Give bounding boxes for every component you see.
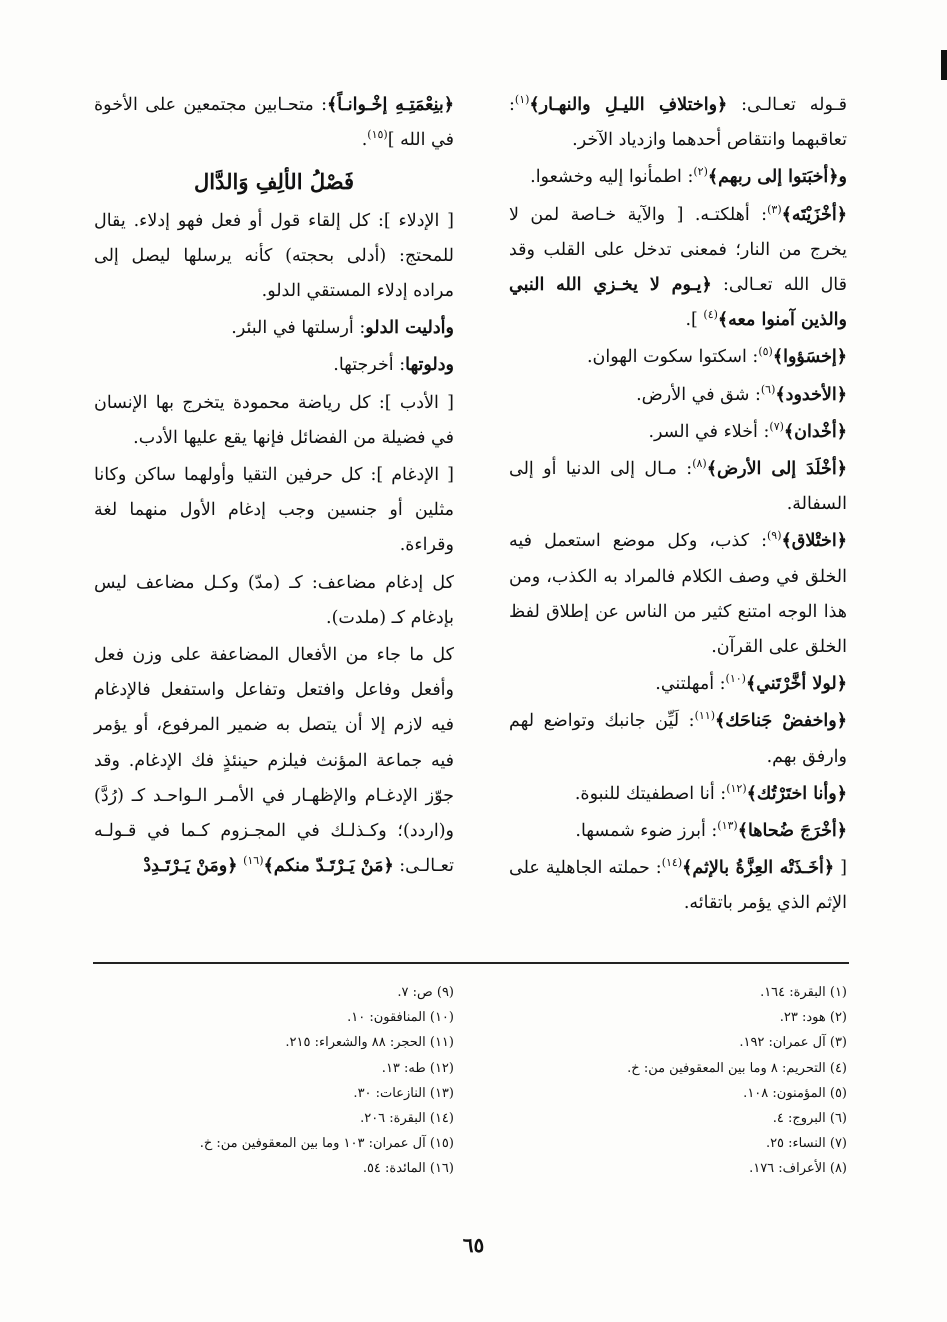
paragraph xyxy=(509,814,847,849)
right-text-column xyxy=(509,88,847,924)
footnote-ref: (١٥) xyxy=(367,128,388,142)
paragraph xyxy=(509,340,847,375)
footnote-item: (٥) المؤمنون: ١٠٨. xyxy=(743,1085,847,1101)
footnote-item: (١٠) المنافقون: ١٠. xyxy=(347,1010,454,1026)
bold-term: ﴿أخْلَدَ إلى الأرض﴾ xyxy=(706,459,847,480)
bold-term: ﴿أخْدان﴾ xyxy=(783,421,847,442)
footnote-item: (٩) ص: ٧. xyxy=(397,985,454,1000)
paragraph-text: : أخلاء في السر. xyxy=(648,421,770,442)
paragraph-text: [ الأدب ]: كل رياضة محمودة يتخرج بها الإنسان في فضيلة من الفضائل فإنها يقع عليها الأدب. xyxy=(94,392,454,448)
paragraph xyxy=(509,851,847,921)
footnote-item: (١١) الحجر: ٨٨ والشعراء: ٢١٥. xyxy=(285,1035,454,1051)
bold-term: ﴿أخْرَجَ ضُحاها﴾ xyxy=(737,821,847,842)
footnote-item: (١٣) النازعات: ٣٠. xyxy=(353,1085,454,1101)
bold-term: ﴿الأخدود﴾ xyxy=(775,384,847,405)
footnote-item: (٨) الأعراف: ١٧٦. xyxy=(749,1161,847,1177)
footnote-item: (١٥) آل عمران: ١٠٣ وما بين المعقوفين من: خ. xyxy=(199,1136,454,1152)
paragraph-text: كل ما جاء من الأفعال المضاعفة على وزن فعل وأفعل وفاعل وافتعل وتفاعل واستفعل فالإدغام فيه لازم إلا أن يتصل به ضمير المرفوع، أو يؤمر فيه جماعة المؤنث فيلزم حينئذٍ فك الإدغام. وقد جوّز الإدغـام والإظهـار في الأمـر الـواحـد كـ (رُدَّ) و(اردد)؛ وكـذلـك في المجـزوم كـما في قـولـه تعـالـى: xyxy=(94,645,454,877)
paragraph-text: : أهلكتـه. [ والآية خـاصة لمن لا يخرج من النار؛ فمعنى تدخل على القلب وقد قال الله تعـالى: xyxy=(509,204,847,296)
bold-term: ﴿يـوم لا يخـزي الله النبي والذين آمنوا معه﴾ xyxy=(509,275,847,331)
paragraph-text: ]. xyxy=(685,310,704,331)
paragraph xyxy=(94,204,454,310)
bold-term: وأدليت الدلو xyxy=(365,318,454,339)
bold-term: ﴿ومَنْ يَـرْتَـدِدْ xyxy=(143,856,238,877)
bold-term: ﴿لولا أخَّرْتَني﴾ xyxy=(745,674,847,695)
paragraph-text: [ xyxy=(834,858,848,879)
paragraph-text: : اطمأنوا إليه وخشعوا. xyxy=(530,167,694,188)
footnote-ref: (١٢) xyxy=(726,782,747,796)
bold-term: ﴿إخسَؤوا﴾ xyxy=(772,347,847,368)
paragraph xyxy=(509,704,847,774)
bold-term: ﴿وأنا اختَرْتُك﴾ xyxy=(746,783,847,804)
paragraph-text: : أرسلتها في البئر. xyxy=(231,318,366,339)
paragraph xyxy=(509,415,847,450)
page-edge-mark xyxy=(941,50,947,80)
bold-term: ﴿أخْزَيْتَه﴾ xyxy=(781,204,847,225)
footnote-item: (٧) النساء: ٢٥. xyxy=(765,1136,847,1152)
footnote-ref: (٨) xyxy=(692,457,707,471)
paragraph-text: [ الإدغام ]: كل حرفين التقيا وأولهما ساكن وكانا مثلين أو جنسين وجب إدغام الأول منهما لغة وقراءة. xyxy=(94,465,454,556)
section-title: فَصْلُ الألِفِ وَالدَّال xyxy=(193,169,355,195)
footnote-item: (٣) آل عمران: ١٩٢. xyxy=(739,1035,847,1051)
footnote-separator xyxy=(93,962,849,964)
paragraph-text: : شق في الأرض. xyxy=(636,384,761,405)
paragraph-text: : حملته الجاهلية على الإثم الذي يؤمر باتقائه. xyxy=(509,858,847,914)
paragraph-text: : أخرجتها. xyxy=(333,355,406,376)
bold-term: و﴿أخبَتوا إلى ربهم﴾ xyxy=(707,167,847,188)
paragraph-text: : أنا اصطفيتك للنبوة. xyxy=(574,783,727,804)
paragraph-text: : أمهلتني. xyxy=(655,674,726,695)
bold-term: ﴿مَنْ يَـرْتَـدّ منكم﴾ xyxy=(263,856,394,877)
paragraph-text: : متحـابين مجتمعين على الأخوة في الله ] xyxy=(94,95,454,151)
paragraph-text: . xyxy=(361,130,368,151)
footnote-ref: (٤) xyxy=(703,308,718,322)
paragraph-text: : مـال إلى الدنيا أو إلى السفالة. xyxy=(509,459,847,515)
paragraph xyxy=(94,386,454,456)
paragraph xyxy=(94,638,454,884)
page-number: ٦٥ xyxy=(462,1233,485,1257)
paragraph-text: كل إدغام مضاعف: كـ (مدّ) وكـل مضاعف ليس بإدغام كـ (ملدت). xyxy=(94,572,454,628)
paragraph xyxy=(94,311,454,346)
paragraph xyxy=(509,667,847,702)
paragraph xyxy=(509,160,847,195)
footnote-ref: (٥) xyxy=(758,345,773,359)
footnote-item: (١٢) طه: ١٣. xyxy=(381,1060,454,1076)
footnote-item: (١٦) المائدة: ٥٤. xyxy=(362,1161,454,1177)
bold-term: ﴿أخَـذَتْه العِزَّةُ بالإثم﴾ xyxy=(682,858,835,879)
left-text-column xyxy=(94,88,454,886)
paragraph xyxy=(94,88,454,158)
paragraph-text: قـوله تعـالـى: xyxy=(727,95,847,115)
paragraph xyxy=(509,777,847,812)
footnotes-left xyxy=(84,980,454,1182)
paragraph xyxy=(509,524,847,665)
bold-term: ودلوتها xyxy=(405,355,454,376)
footnote-ref: (١١) xyxy=(694,709,715,723)
footnote-ref: (١٤) xyxy=(661,856,683,870)
footnote-ref: (١) xyxy=(514,93,530,107)
paragraph-text: : كذب، وكل موضع استعمل فيه الخلق في وصف الكلام فالمراد به الكذب، ومن هذا الوجه امتنع كثير من الناس عن إطلاق لفظ الخلق على القرآن. xyxy=(509,531,847,658)
footnotes-right xyxy=(517,980,847,1182)
paragraph xyxy=(94,458,454,564)
paragraph xyxy=(94,566,454,636)
footnote-item: (٦) البروج: ٤. xyxy=(772,1111,847,1127)
paragraph-text: : اسكتوا سكوت الهوان. xyxy=(586,347,759,368)
paragraph xyxy=(509,88,847,158)
footnote-item: (٢) هود: ٢٣. xyxy=(779,1010,847,1026)
paragraph-text: [ الإدلاء ]: كل إلقاء قول أو فعل فهو إدلاء. يقال للمحتج: (أدلى بحجته) كأنه يرسلها ليصل إلى مراده إدلاء المستقي الدلو. xyxy=(94,210,454,302)
paragraph xyxy=(509,452,847,522)
bold-term: ﴿اختْلاق﴾ xyxy=(781,531,847,552)
footnote-ref: (١٣) xyxy=(717,819,738,833)
bold-term: ﴿بنِعْمَتِـهِ إخْـوانـاً﴾ xyxy=(327,95,454,115)
footnote-ref: (٧) xyxy=(769,420,784,433)
footnote-ref: (٣) xyxy=(767,202,782,216)
footnote-ref: (٢) xyxy=(693,165,708,179)
footnote-ref: (١٠) xyxy=(725,672,746,686)
footnote-ref: (٦) xyxy=(760,382,776,396)
paragraph xyxy=(94,348,454,383)
footnote-item: (٤) التحريم: ٨ وما بين المعقوفين من: خ. xyxy=(627,1060,847,1076)
bold-term: ﴿واختلافِ الليـلِ والنهـار﴾ xyxy=(529,95,728,115)
paragraph xyxy=(509,378,847,413)
footnote-item: (١) البقرة: ١٦٤. xyxy=(760,985,847,1000)
footnote-item: (١٤) البقرة: ٢٠٦. xyxy=(360,1111,454,1127)
paragraph-text: : أبرز ضوء شمسها. xyxy=(575,821,718,842)
bold-term: ﴿واخفضْ جَناحَك﴾ xyxy=(714,711,847,732)
paragraph-text: : تعاقبهما وانتقاص أحدهما وازدياد الآخر. xyxy=(509,95,847,151)
footnote-ref: (٩) xyxy=(766,529,782,543)
paragraph-text: : لَيِّن جانبك وتواضع لهم وارفق بهم. xyxy=(509,711,847,767)
footnote-ref: (١٦) xyxy=(243,854,264,868)
paragraph xyxy=(509,198,847,339)
